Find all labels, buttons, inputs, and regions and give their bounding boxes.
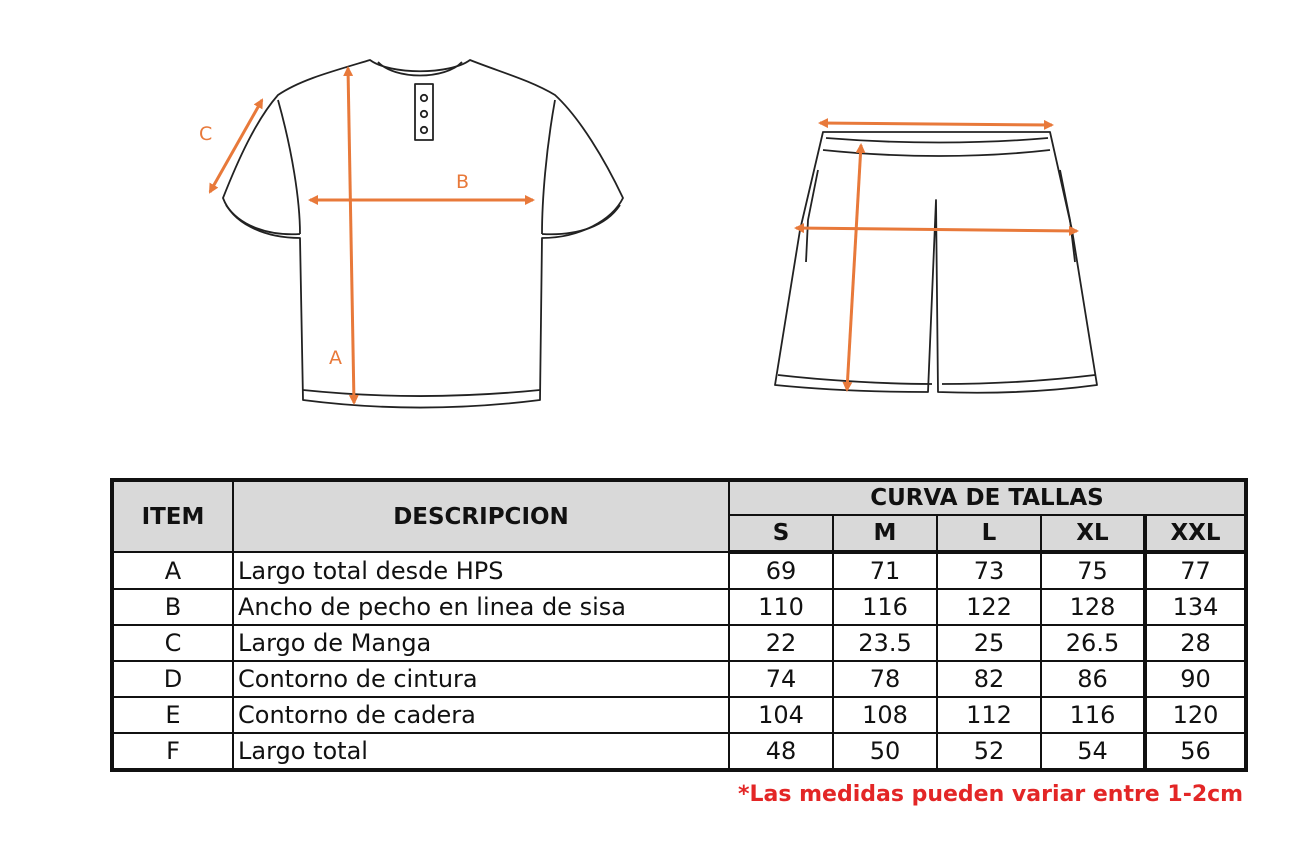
value-cell: 116 [1041,697,1145,733]
value-cell: 50 [833,733,937,770]
value-cell: 116 [833,589,937,625]
description-header: DESCRIPCION [233,480,729,552]
value-cell: 26.5 [1041,625,1145,661]
value-cell: 54 [1041,733,1145,770]
size-header-xl: XL [1041,515,1145,552]
item-cell: E [112,697,233,733]
value-cell: 74 [729,661,833,697]
value-cell: 104 [729,697,833,733]
table-row [112,733,1246,770]
table-row [112,589,1246,625]
value-cell: 73 [937,552,1041,589]
table-row [112,697,1246,733]
size-header-xxl: XXL [1145,515,1246,552]
size-table [110,478,1248,772]
item-cell: D [112,661,233,697]
description-cell: Ancho de pecho en linea de sisa [233,589,729,625]
arrow-d [820,123,1052,125]
value-cell: 25 [937,625,1041,661]
value-cell: 22 [729,625,833,661]
label-c: C [199,123,213,145]
label-b: B [456,171,470,193]
tshirt-drawing [223,60,623,408]
description-cell: Largo de Manga [233,625,729,661]
item-cell: C [112,625,233,661]
size-curve-header: CURVA DE TALLAS [729,480,1246,515]
size-header-s: S [729,515,833,552]
item-cell: F [112,733,233,770]
description-cell: Largo total [233,733,729,770]
value-cell: 75 [1041,552,1145,589]
value-cell: 86 [1041,661,1145,697]
value-cell: 23.5 [833,625,937,661]
value-cell: 120 [1145,697,1246,733]
measurement-note: *Las medidas pueden variar entre 1-2cm [738,782,1244,807]
value-cell: 28 [1145,625,1246,661]
size-header-l: L [937,515,1041,552]
description-cell: Largo total desde HPS [233,552,729,589]
value-cell: 108 [833,697,937,733]
table-row [112,661,1246,697]
table-row [112,625,1246,661]
value-cell: 78 [833,661,937,697]
item-header: ITEM [112,480,233,552]
item-cell: B [112,589,233,625]
value-cell: 122 [937,589,1041,625]
value-cell: 110 [729,589,833,625]
value-cell: 48 [729,733,833,770]
value-cell: 134 [1145,589,1246,625]
value-cell: 128 [1041,589,1145,625]
value-cell: 56 [1145,733,1246,770]
size-header-m: M [833,515,937,552]
table-row [112,552,1246,589]
item-cell: A [112,552,233,589]
value-cell: 82 [937,661,1041,697]
description-cell: Contorno de cadera [233,697,729,733]
value-cell: 112 [937,697,1041,733]
value-cell: 90 [1145,661,1246,697]
value-cell: 52 [937,733,1041,770]
label-a: A [329,347,342,369]
value-cell: 71 [833,552,937,589]
value-cell: 77 [1145,552,1246,589]
shorts-drawing [775,132,1097,393]
description-cell: Contorno de cintura [233,661,729,697]
value-cell: 69 [729,552,833,589]
